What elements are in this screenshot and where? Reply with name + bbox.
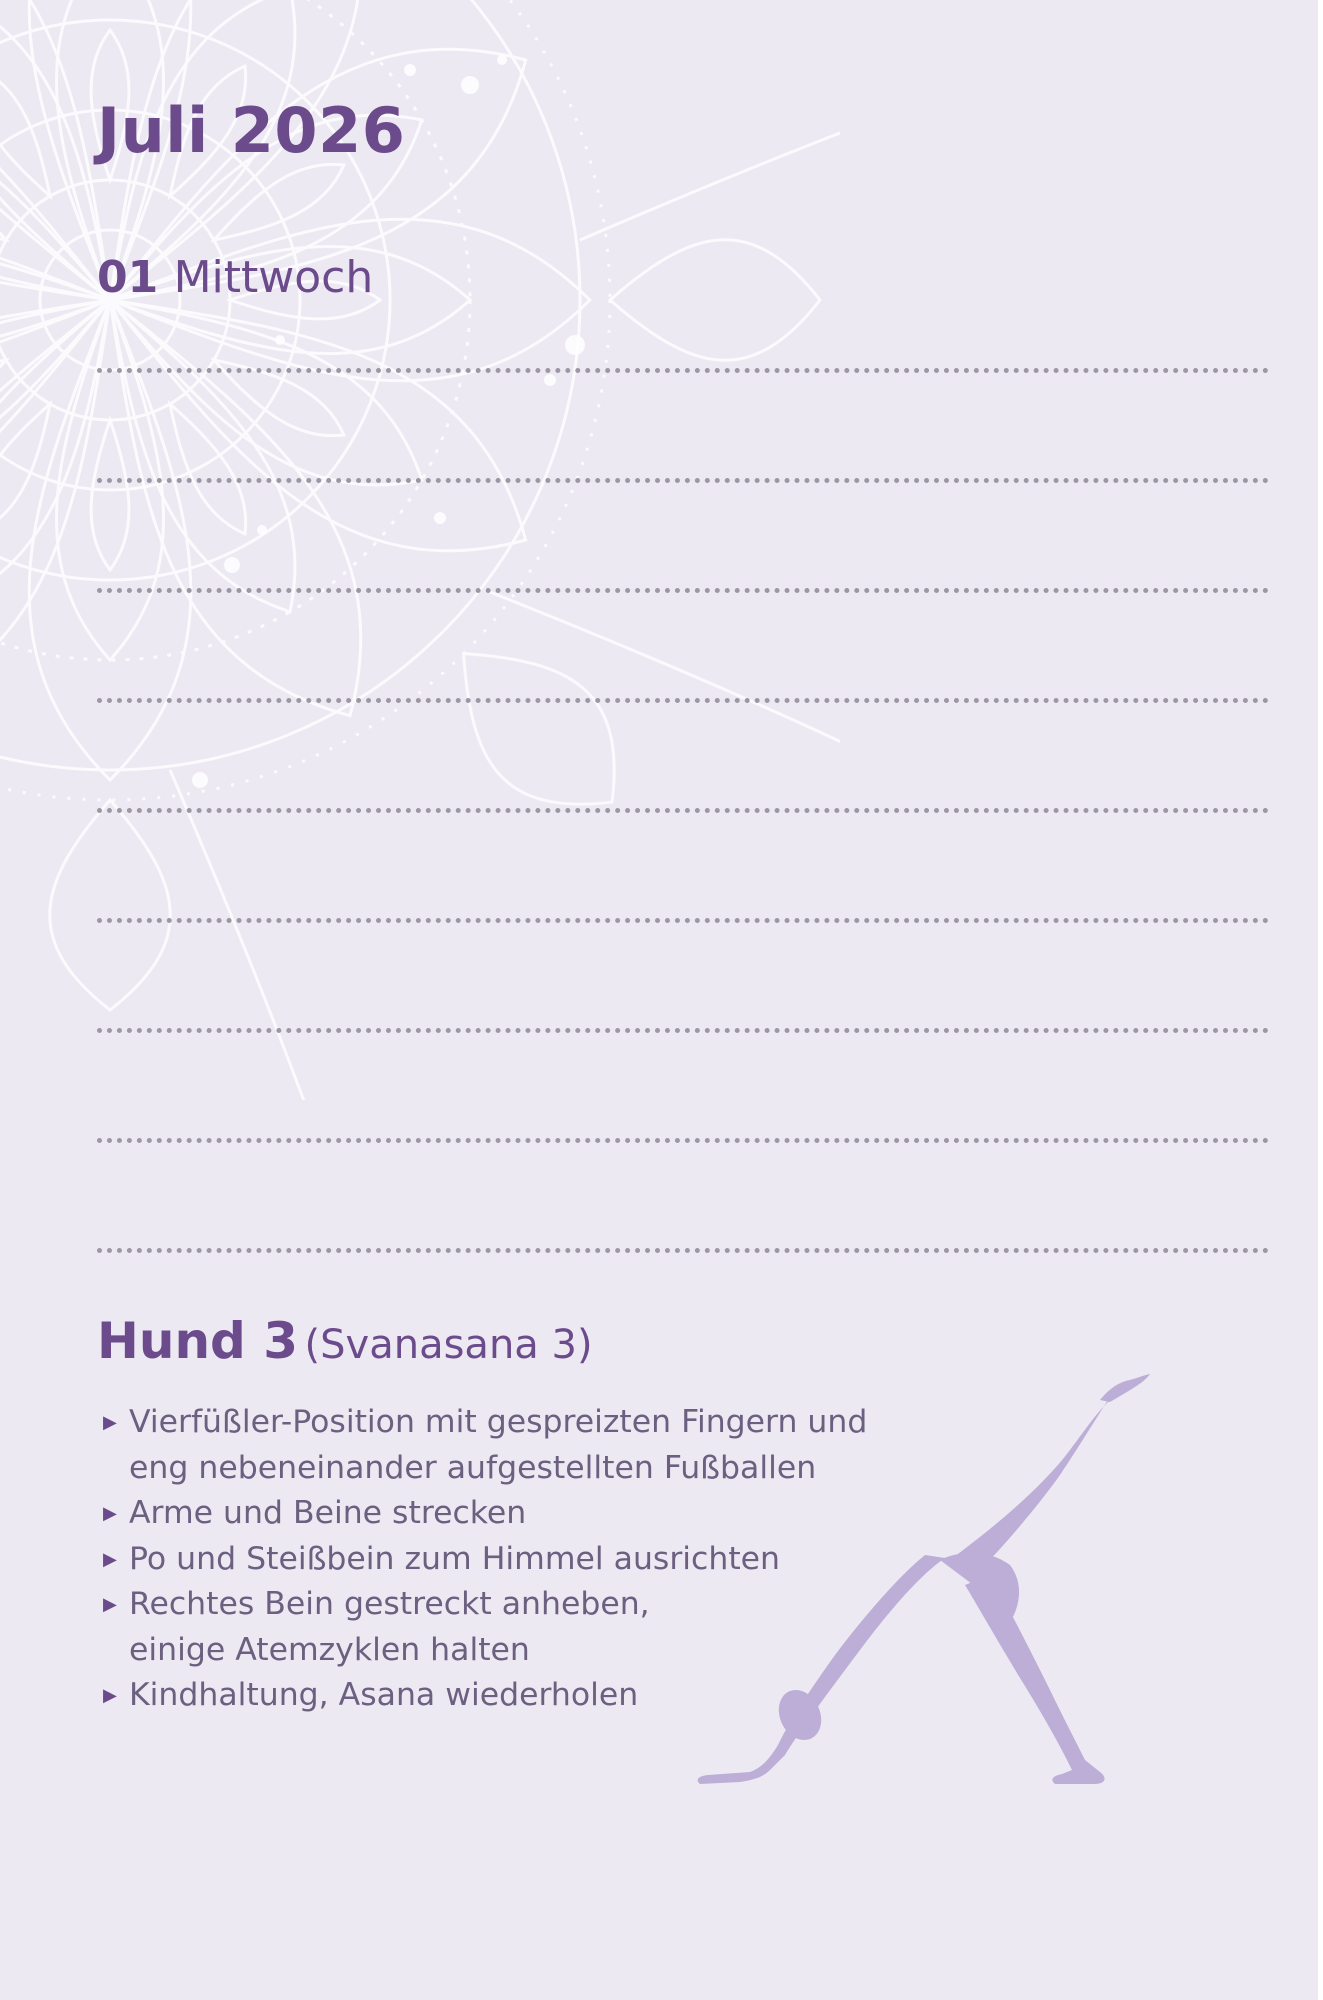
pose-sanskrit: (Svanasana 3) [304,1322,593,1368]
triangle-right-icon: ▶ [103,1548,117,1570]
day-number: 01 [97,252,159,303]
note-line[interactable] [97,698,1269,703]
yoga-figure-icon [690,1360,1170,1800]
list-item: ▶ Po und Steißbein zum Himmel ausrichten [97,1537,867,1583]
note-line[interactable] [97,1138,1269,1143]
list-item: ▶ Vierfüßler-Position mit gespreizten Fingern und eng nebeneinander aufgestellten Fußballen [97,1400,867,1491]
note-line[interactable] [97,1028,1269,1033]
note-line[interactable] [97,1248,1269,1253]
note-line[interactable] [97,918,1269,923]
triangle-right-icon: ▶ [103,1594,117,1615]
list-item: ▶ Rechtes Bein gestreckt anheben, einige Atemzyklen halten [97,1582,867,1673]
month-title: Juli 2026 [97,94,406,167]
note-line[interactable] [97,808,1269,813]
triangle-right-icon: ▶ [103,1503,117,1524]
pose-title [97,1312,593,1370]
day-heading [97,252,374,303]
list-item: ▶ Kindhaltung, Asana wiederholen [97,1673,867,1719]
list-item: ▶ Arme und Beine strecken [97,1491,867,1537]
triangle-right-icon: ▶ [103,1412,117,1433]
note-line[interactable] [97,588,1269,593]
note-line[interactable] [97,478,1269,483]
weekday-label: Mittwoch [173,252,374,303]
note-line[interactable] [97,368,1269,373]
triangle-right-icon: ▶ [103,1685,117,1706]
pose-name: Hund 3 [97,1312,299,1370]
